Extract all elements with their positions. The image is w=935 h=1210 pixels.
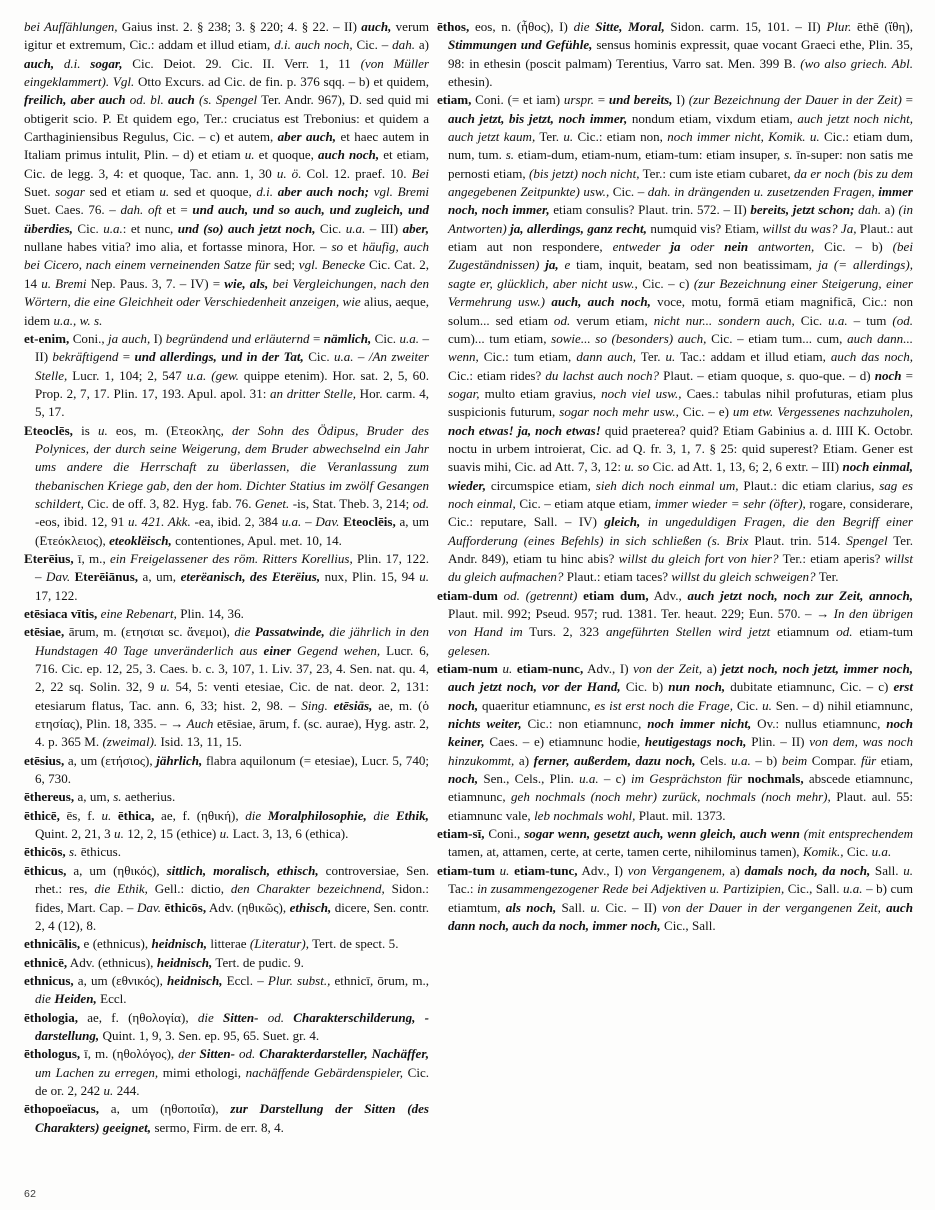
left-column-entries bbox=[24, 18, 429, 1137]
dictionary-entry: ēthicōs, s. ēthicus. bbox=[24, 844, 121, 860]
page-number: 62 bbox=[24, 1188, 37, 1200]
dictionary-entry: ēthologia, ae, f. (ηθολογία), die Sitten- od. Charakterschilderung, -darstellung, Quint. 1, 9, 3. Sen. ep. 95, 65. Suet. gr. 4. bbox=[24, 1009, 429, 1043]
dictionary-entry: ethnicālis, e (ethnicus), heidnisch, litterae (Literatur), Tert. de spect. 5. bbox=[24, 936, 399, 952]
dictionary-entry: etiam-dum od. (getrennt) etiam dum, Adv., auch jetzt noch, noch zur Zeit, annoch, Plaut. mil. 992; Pseud. 957; rud. 1381. Ter. heaut. 229; Eun. 570. – → In den übrigen von Hand im Turs. 2, 323 angeführten Stellen wird jetzt etiamnum od. etiam-tum gelesen. bbox=[437, 587, 914, 658]
dictionary-entry: etēsiae, ārum, m. (ετησιαι sc. ἄνεμοι), die Passatwinde, die jährlich in den Hundstagen 40 Tage unveränderlich aus einer Gegend wehen, Lucr. 6, 716. Cic. ep. 12, 25, 3. Caes. b. c. 3, 107, 1. Liv. 37, 23, 4. Sen. nat. qu. 4, 2, 22 sq. Solin. 32, 9 u. 54, 5: venti etesiae, Cic. de nat. deor. 2, 131: etesiarum flatus, Tac. ann. 6, 33; hist. 2, 98. – Sing. etēsiās, ae, m. (ὁ ετησίας), Plin. 18, 335. – → Auch etēsiae, ārum, f. (sc. aurae), Hyg. astr. 2, 4. p. 365 M. (zweimal). Isid. 13, 11, 15. bbox=[24, 624, 430, 750]
dictionary-entry: ethnicus, a, um (εθνικός), heidnisch, Eccl. – Plur. subst., ethnicī, ōrum, m., die Heiden, Eccl. bbox=[24, 972, 430, 1007]
dictionary-entry: etiam-num u. etiam-nunc, Adv., I) von der Zeit, a) jetzt noch, noch jetzt, immer noch, auch jetzt noch, vor der Hand, Cic. b) nun noch, dubitate etiamnunc, Cic. – c) erst noch, quaeritur etiamnunc, es ist erst noch die Frage, Cic. u. Sen. – d) nihil etiamnunc, nichts weiter, Cic.: non etiamnunc, noch immer nicht, Ov.: nullus etiamnunc, noch keiner, Caes. – e) etiamnunc hodie, heutigestags noch, Plin. – II) von dem, was noch hinzukommt, a) ferner, außerdem, dazu noch, Cels. u.a. – b) beim Compar. für etiam, noch, Sen., Cels., Plin. u.a. – c) im Gesprächston für nochmals, abscede etiamnunc, etiamnunc, geh nochmals (noch mehr) zurück, nochmals (noch mehr), Plaut. aul. 55: etiamnunc vale, leb nochmals wohl, Plaut. mil. 1373. bbox=[437, 661, 914, 823]
left-column bbox=[0, 18, 437, 1137]
dictionary-entry: ēthologus, ī, m. (ηθολόγος), der Sitten- od. Charakterdarsteller, Nachäffer, um Lachen zu erregen, mimi ethologi, nachäffende Gebärdenspieler, Cic. de or. 2, 242 u. 244. bbox=[24, 1046, 429, 1098]
dictionary-entry: etēsius, a, um (ετήσιος), jährlich, flabra aquilonum (= etesiae), Lucr. 5, 740; 6, 730. bbox=[24, 752, 429, 787]
dictionary-entry: ēthos, eos, n. (ἦθος), I) die Sitte, Moral, Sidon. carm. 15, 101. – II) Plur. ēthē (ἴθη), Stimmungen und Gefühle, sensus hominis expressit, quae vocant Graeci ethe, Plin. 35, 98: in ethesin (poscit palmam) Terentius, Varro sat. Men. 399 B. (wo also griech. Abl. ethesin). bbox=[437, 19, 913, 90]
two-column-body bbox=[0, 18, 935, 1198]
dictionary-entry: Eteoclēs, is u. eos, m. (Ετεοκλης, der Sohn des Ödipus, Bruder des Polynices, der durch seine Weigerung, dem Bruder abwechselnd ein Jahr ums andere die Herrschaft zu überlassen, die Veranlassung zum thebanischen Kriege gab, den der hom. Dichter Statius im zwölf Gesangen schildert, Cic. de off. 3, 82. Hyg. fab. 76. Genet. -is, Stat. Theb. 3, 214; od. -eos, ibid. 12, 91 u. 421. Akk. -ea, ibid. 2, 384 u.a. – Dav. Eteoclēis, a, um (Ετεόκλειος), eteoklëisch, contentiones, Apul. met. 10, 14. bbox=[24, 422, 430, 548]
dictionary-entry: et-enim, Coni., ja auch, I) begründend und erläuternd = nämlich, Cic. u.a. – II) bekräftigend = und allerdings, und in der Tat, Cic. u.a. – /An zweiter Stelle, Lucr. 1, 104; 2, 547 u.a. (gew. quippe etenim). Hor. sat. 2, 5, 60. Prop. 2, 7, 17. Plin. 17, 193. Apul. apol. 31: an dritter Stelle, Hor. carm. 4, 5, 17. bbox=[24, 330, 430, 420]
dictionary-entry: etiam-sī, Coni., sogar wenn, gesetzt auch, wenn gleich, auch wenn (mit entsprechendem tamen, at, attamen, certe, at certe, tamen certe, nihilominus tamen), Komik., Cic. u.a. bbox=[437, 826, 913, 860]
entry-continuation: bei Aufſählungen, Gaius inst. 2. § 238; 3. § 220; 4. § 22. – II) auch, verum igitur et extremum, Cic.: addam et illud etiam, d.i. auch noch, Cic. – dah. a) auch, d.i. sogar, Cic. Deiot. 29. Cic. II. Verr. 1, 11 (von Müller eingeklammert). Vgl. Otto Excurs. ad Cic. de fin. p. 376 sqq. – b) et quidem, freilich, aber auch od. bl. auch (s. Spengel Ter. Andr. 967), D. sed quid mi obtigerit scio. P. Et quidem ego, Ter.: cruciatus est Trebonius: et quidem a Carthaginiensibus Regulus, Cic. – c) et autem, aber auch, et haec autem in Italiam primus intulit, Plin. – d) et etiam u. et quoque, auch noch, et etiam, Cic. de legg. 3, 4: et quoque, Tac. ann. 1, 30 u. ö. Col. 12. praef. 10. Bei Suet. sogar sed et etiam u. sed et quoque, d.i. aber auch noch; vgl. Bremi Suet. Caes. 76. – dah. oft et = und auch, und so auch, und zugleich, und überdies, Cic. u.a.: et nunc, und (so) auch jetzt noch, Cic. u.a. – III) aber, nullane habes vitia? imo alia, et fortasse minora, Hor. – so et häufig, auch bei Cicero, nach einem verneinenden Satze für sed; vgl. Benecke Cic. Cat. 2, 14 u. Bremi Nep. Paus. 3, 7. – IV) = wie, als, bei Vergleichungen, nach den Wörtern, die eine Gleichheit oder Verschiedenheit anzeigen, wie alius, aeque, idem u.a., w. s. bbox=[24, 19, 430, 328]
dictionary-entry: ēthicē, ēs, f. u. ēthica, ae, f. (ηθική), die Moralphilosophie, die Ethik, Quint. 2, 21, 3 u. 12, 2, 15 (ethice) u. Lact. 3, 13, 6 (ethica). bbox=[24, 807, 429, 842]
dictionary-entry: ēthopoeïacus, a, um (ηθοποιΐα), zur Darstellung der Sitten (des Charakters) geeignet, sermo, Firm. de err. 8, 4. bbox=[24, 1101, 429, 1135]
dictionary-entry: Eterēius, ī, m., ein Freigelassener des röm. Ritters Korellius, Plin. 17, 122. – Dav. Eterēiānus, a, um, eterëanisch, des Eterëius, nux, Plin. 15, 94 u. 17, 122. bbox=[24, 550, 429, 603]
right-column bbox=[437, 18, 935, 935]
dictionary-entry: etēsiaca vītis, eine Rebenart, Plin. 14, 36. bbox=[24, 606, 244, 621]
dictionary-entry: etiam, Coni. (= et iam) urspr. = und bereits, I) (zur Bezeichnung der Dauer in der Zeit) = auch jetzt, bis jetzt, noch immer, nondum etiam, vixdum etiam, auch jetzt noch nicht, auch jetzt kaum, Ter. u. Cic.: etiam non, noch immer nicht, Komik. u. Cic.: etiam dum, num, tum. s. etiam-dum, etiam-num, etiam-tum: etiam insuper, s. īn-super: non satis me pernosti etiam, (bis jetzt) noch nicht, Ter.: cum iste etiam cubaret, da er noch (bis zu dem angegebenen Zeitpunkte) usw., Cic. – dah. in drängenden u. zusetzenden Fragen, immer noch, noch immer, etiam consulis? Plaut. trin. 572. – II) bereits, jetzt schon; dah. a) (in Antworten) ja, allerdings, ganz recht, numquid vis? Etiam, willst du was? Ja, Plaut.: aut etiam aut non respondere, entweder ja oder nein antworten, Cic. – b) (bei Zugeständnissen) ja, e tiam, inquit, beatam, sed non beatissimam, ja (= allerdings), sagte er, glücklich, aber nicht usw., Cic. – c) (zur Bezeichnung einer Steigerung, einer Vermehrung usw.) auch, auch noch, voce, motu, formā etiam magnificā, Cic.: non solum... sed etiam od. verum etiam, nicht nur... sondern auch, Cic. u.a. – tum (od. cum)... tum etiam, sowie... so (besonders) auch, Cic. – etiam tum... cum, auch dann... wenn, Cic.: tum etiam, dann auch, Ter. u. Tac.: addam et illud etiam, auch das noch, Cic.: etiam rides? du lachst auch noch? Plaut. – etiam quoque, s. quo-que. – d) noch = sogar, multo etiam gravius, noch viel usw., Caes.: tabulas nihil profuturas, etiam plus suspicionis futurum, sogar noch mehr usw., Cic. – e) um etw. Vergessenes nachzuholen, noch etwas! ja, noch etwas! quid praeterea? quid? Etiam Gabinius a. d. IIII K. Octobr. noctu in urbem introierat, Cic. ad Q. fr. 3, 1, 7. § 25: quid superest? Etiam. Gener est suavis mihi, Cic. ad Att. 7, 3, 12: u. so Cic. ad Att. 1, 13, 6; 2, 6 extr. – III) noch einmal, wieder, circumspice etiam, sieh dich noch einmal um, Plaut.: dic etiam clarius, sag es noch einmal, Cic. – etiam atque etiam, immer wieder = sehr (öfter), rogare, considerare, Cic.: reputare, Sall. – IV) gleich, in ungeduldigen Fragen, die den Begriff einer Aufforderung (eines Befehls) in sich schließen (s. Brix Plaut. trin. 514. Spengel Ter. Andr. 849), etiam tu hinc abis? willst du gleich fort von hier? Ter.: etiam aperis? willst du gleich aufmachen? Plaut.: etiam taces? willst du gleich schweigen? Ter. bbox=[437, 92, 914, 585]
dictionary-entry: ethnicē, Adv. (ethnicus), heidnisch, Tert. de pudic. 9. bbox=[24, 954, 304, 970]
dictionary-entry: ēthereus, a, um, s. aetherius. bbox=[24, 789, 176, 805]
dictionary-entry: ēthicus, a, um (ηθικός), sittlich, moralisch, ethisch, controversiae, Sen. rhet.: res, die Ethik, Gell.: dictio, den Charakter bezeichnend, Sidon.: fides, Mart. Cap. – Dav. ēthicōs, Adv. (ηθικῶς), ethisch, dicere, Sen. contr. 2, 4 (12), 8. bbox=[24, 862, 430, 933]
dictionary-entry: etiam-tum u. etiam-tunc, Adv., I) von Vergangenem, a) damals noch, da noch, Sall. u. Tac.: in zusammengezogener Rede bei Adjektiven u. Partizipien, Cic., Sall. u.a. – b) cum etiamtum, als noch, Sall. u. Cic. – II) von der Dauer in der vergangenen Zeit, auch dann noch, auch da noch, immer noch, Cic., Sall. bbox=[437, 862, 913, 933]
right-column-entries bbox=[437, 18, 913, 935]
